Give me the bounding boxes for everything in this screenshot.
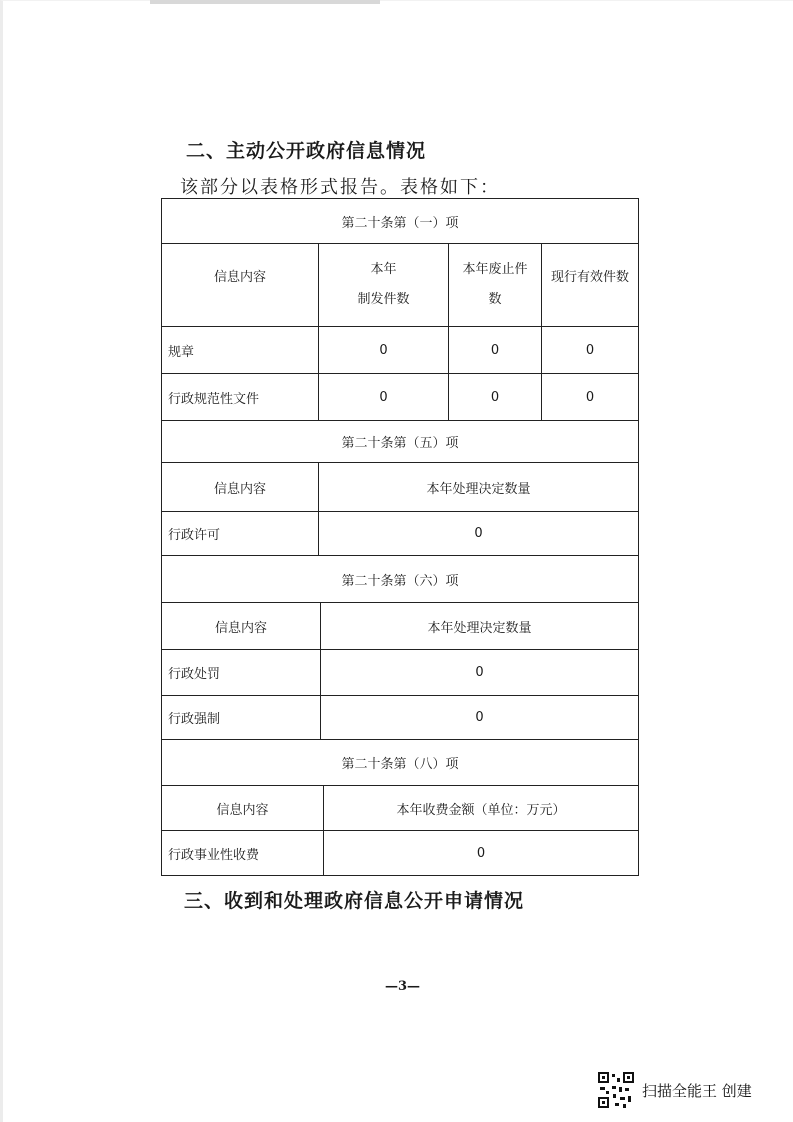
page-number: —3— [385, 979, 421, 994]
cell-abolished: 0 [448, 327, 541, 373]
cell-issued: 0 [318, 327, 448, 373]
header-fee-amount: 本年收费金额（单位：万元） [323, 786, 638, 830]
section-title: 第二十条第（一）项 [341, 215, 459, 231]
header-issued-count [318, 244, 448, 326]
disclosure-table [161, 198, 639, 876]
table-header-row [162, 244, 638, 327]
table-row [162, 327, 638, 374]
cell-value: 0 [323, 831, 638, 875]
table-section-title-row [162, 556, 638, 603]
row-label: 行政事业性收费 [168, 847, 260, 863]
scanner-watermark [598, 1072, 752, 1108]
row-label: 行政强制 [168, 712, 221, 727]
section-three-heading: 三、收到和处理政府信息公开申请情况 [184, 890, 525, 912]
header-decision-count: 本年处理决定数量 [318, 463, 638, 511]
table-row [162, 831, 638, 875]
table-row [162, 512, 638, 556]
cell-issued: 0 [318, 374, 448, 420]
table-section-title-row [162, 740, 638, 786]
header-issued-line2: 制发件数 [357, 292, 410, 307]
header-decision-count: 本年处理决定数量 [320, 603, 638, 649]
header-abolished-line2: 数 [488, 292, 502, 307]
header-issued-line1: 本年 [370, 262, 397, 277]
row-label: 行政处罚 [168, 667, 221, 682]
header-valid-count: 现行有效件数 [541, 244, 638, 326]
cell-valid: 0 [541, 327, 638, 373]
scan-top-mark [150, 0, 380, 4]
header-info-content: 信息内容 [213, 481, 266, 497]
table-header-row [162, 463, 638, 512]
row-label: 行政许可 [168, 528, 221, 543]
table-row [162, 696, 638, 740]
header-info-content: 信息内容 [216, 802, 269, 818]
table-header-row [162, 786, 638, 831]
intro-text: 该部分以表格形式报告。表格如下： [180, 177, 500, 198]
section-title: 第二十条第（八）项 [341, 757, 459, 772]
section-title: 第二十条第（六）项 [341, 573, 459, 589]
header-abolished-line1: 本年废止件 [462, 262, 528, 277]
cell-valid: 0 [541, 374, 638, 420]
section-two-heading: 二、主动公开政府信息情况 [186, 140, 427, 162]
header-abolished-count [448, 244, 541, 326]
cell-value: 0 [318, 512, 638, 555]
qr-code-icon [598, 1072, 634, 1108]
row-label: 规章 [168, 344, 195, 360]
cell-value: 0 [320, 650, 638, 695]
header-info-content: 信息内容 [214, 620, 267, 636]
table-section-title-row [162, 199, 638, 244]
header-info-content: 信息内容 [213, 270, 266, 285]
cell-value: 0 [320, 696, 638, 739]
scanner-credit-text: 扫描全能王 创建 [642, 1081, 752, 1100]
row-label: 行政规范性文件 [168, 391, 260, 407]
section-title: 第二十条第（五）项 [341, 436, 459, 451]
table-header-row [162, 603, 638, 650]
table-section-title-row [162, 421, 638, 463]
table-row [162, 650, 638, 696]
table-row [162, 374, 638, 421]
cell-abolished: 0 [448, 374, 541, 420]
